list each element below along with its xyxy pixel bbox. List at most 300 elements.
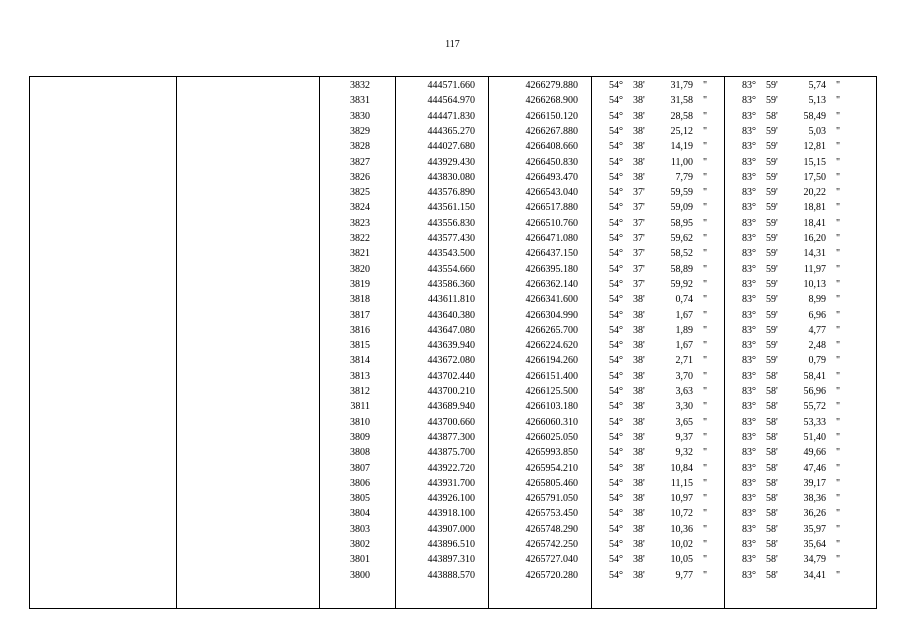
second-symbol: " [835,386,841,397]
longitude-seconds: 12,81 [803,141,826,153]
longitude-degrees: 83 [742,278,752,290]
latitude-minutes: 38 [633,294,643,306]
longitude-degrees: 83 [742,370,752,382]
x-coordinate: 443929.430 [427,156,475,168]
degree-symbol: ° [619,217,623,229]
table-row [30,231,876,246]
latitude-degrees: 54 [609,493,619,505]
longitude-degrees: 83 [742,431,752,443]
degree-symbol: ° [619,294,623,306]
latitude-seconds: 59,62 [670,233,693,244]
longitude-degrees: 83 [742,263,752,275]
minute-symbol: ' [643,554,645,566]
longitude-seconds: 6,96 [808,309,826,321]
y-coordinate: 4265748.290 [525,523,578,535]
second-symbol: " [835,569,841,581]
latitude-seconds: 28,58 [670,110,693,122]
x-coordinate: 443543.500 [427,248,475,260]
second-symbol: " [702,508,708,520]
minute-symbol: ' [776,263,778,275]
longitude-minutes: 59 [766,156,776,168]
y-coordinate: 4266471.080 [525,233,578,244]
degree-symbol: ° [752,263,756,275]
latitude-minutes: 38 [633,493,643,505]
y-coordinate: 4266543.040 [525,187,578,199]
minute-symbol: ' [643,340,645,352]
x-coordinate: 443577.430 [427,233,475,244]
point-number: 3800 [350,569,370,581]
table-row [30,308,876,323]
degree-symbol: ° [619,340,623,352]
longitude-seconds: 5,74 [808,80,826,91]
degree-symbol: ° [752,294,756,306]
degree-symbol: ° [752,416,756,428]
latitude-seconds: 11,15 [670,477,693,489]
second-symbol: " [835,431,841,443]
table-row [30,246,876,261]
minute-symbol: ' [643,125,645,137]
degree-symbol: ° [619,554,623,566]
latitude-seconds: 31,79 [670,80,693,91]
latitude-minutes: 38 [633,171,643,183]
second-symbol: " [835,340,841,352]
degree-symbol: ° [752,401,756,413]
second-symbol: " [835,493,841,505]
table-row [30,506,876,521]
table-row [30,552,876,567]
y-coordinate: 4266265.700 [525,324,578,336]
longitude-seconds: 34,79 [803,554,826,566]
x-coordinate: 443647.080 [427,324,475,336]
minute-symbol: ' [776,217,778,229]
latitude-minutes: 38 [633,309,643,321]
degree-symbol: ° [752,217,756,229]
degree-symbol: ° [752,523,756,535]
longitude-seconds: 38,36 [803,493,826,505]
degree-symbol: ° [752,569,756,581]
longitude-degrees: 83 [742,202,752,214]
degree-symbol: ° [752,431,756,443]
degree-symbol: ° [619,309,623,321]
latitude-degrees: 54 [609,125,619,137]
longitude-minutes: 58 [766,447,776,459]
minute-symbol: ' [776,508,778,520]
latitude-seconds: 3,30 [675,401,693,413]
longitude-seconds: 18,41 [803,217,826,229]
table-row [30,292,876,307]
minute-symbol: ' [776,202,778,214]
degree-symbol: ° [619,401,623,413]
degree-symbol: ° [619,493,623,505]
point-number: 3808 [350,447,370,459]
latitude-degrees: 54 [609,386,619,397]
second-symbol: " [835,539,841,550]
x-coordinate: 443702.440 [427,370,475,382]
minute-symbol: ' [776,324,778,336]
y-coordinate: 4266437.150 [525,248,578,260]
degree-symbol: ° [752,355,756,367]
degree-symbol: ° [619,386,623,397]
x-coordinate: 443554.660 [427,263,475,275]
degree-symbol: ° [619,508,623,520]
second-symbol: " [702,370,708,382]
longitude-minutes: 59 [766,248,776,260]
longitude-minutes: 58 [766,401,776,413]
latitude-minutes: 38 [633,523,643,535]
longitude-seconds: 11,97 [803,263,826,275]
degree-symbol: ° [752,370,756,382]
degree-symbol: ° [752,493,756,505]
latitude-degrees: 54 [609,431,619,443]
longitude-degrees: 83 [742,309,752,321]
latitude-minutes: 38 [633,156,643,168]
x-coordinate: 443926.100 [427,493,475,505]
degree-symbol: ° [619,416,623,428]
longitude-minutes: 59 [766,340,776,352]
y-coordinate: 4266150.120 [525,110,578,122]
x-coordinate: 444571.660 [427,80,475,91]
minute-symbol: ' [776,80,778,91]
degree-symbol: ° [619,447,623,459]
minute-symbol: ' [776,278,778,290]
x-coordinate: 443611.810 [427,294,475,306]
latitude-degrees: 54 [609,294,619,306]
longitude-degrees: 83 [742,523,752,535]
longitude-minutes: 58 [766,370,776,382]
second-symbol: " [702,263,708,275]
longitude-degrees: 83 [742,324,752,336]
second-symbol: " [835,294,841,306]
x-coordinate: 444027.680 [427,141,475,153]
degree-symbol: ° [752,125,756,137]
y-coordinate: 4265954.210 [525,462,578,474]
degree-symbol: ° [619,355,623,367]
longitude-minutes: 58 [766,477,776,489]
x-coordinate: 443931.700 [427,477,475,489]
latitude-seconds: 1,67 [675,340,693,352]
latitude-degrees: 54 [609,340,619,352]
point-number: 3805 [350,493,370,505]
latitude-minutes: 38 [633,554,643,566]
degree-symbol: ° [752,462,756,474]
longitude-minutes: 58 [766,554,776,566]
degree-symbol: ° [752,278,756,290]
point-number: 3821 [350,248,370,260]
x-coordinate: 443877.300 [427,431,475,443]
longitude-minutes: 59 [766,309,776,321]
latitude-minutes: 38 [633,477,643,489]
latitude-degrees: 54 [609,263,619,275]
point-number: 3832 [350,80,370,91]
minute-symbol: ' [776,141,778,153]
minute-symbol: ' [643,217,645,229]
y-coordinate: 4266151.400 [525,370,578,382]
table-row [30,353,876,368]
minute-symbol: ' [776,539,778,550]
longitude-seconds: 2,48 [808,340,826,352]
second-symbol: " [835,110,841,122]
longitude-minutes: 59 [766,294,776,306]
latitude-degrees: 54 [609,278,619,290]
table-row [30,78,876,93]
degree-symbol: ° [619,324,623,336]
x-coordinate: 443700.210 [427,386,475,397]
degree-symbol: ° [619,278,623,290]
second-symbol: " [835,217,841,229]
table-row [30,522,876,537]
degree-symbol: ° [752,309,756,321]
degree-symbol: ° [752,447,756,459]
latitude-seconds: 2,71 [675,355,693,367]
latitude-minutes: 37 [633,263,643,275]
degree-symbol: ° [619,370,623,382]
longitude-minutes: 59 [766,233,776,244]
degree-symbol: ° [752,202,756,214]
second-symbol: " [835,202,841,214]
latitude-minutes: 38 [633,324,643,336]
longitude-seconds: 56,96 [803,386,826,397]
longitude-degrees: 83 [742,554,752,566]
point-number: 3814 [350,355,370,367]
latitude-degrees: 54 [609,523,619,535]
y-coordinate: 4265720.280 [525,569,578,581]
second-symbol: " [835,156,841,168]
longitude-degrees: 83 [742,110,752,122]
point-number: 3827 [350,156,370,168]
minute-symbol: ' [776,156,778,168]
minute-symbol: ' [776,431,778,443]
longitude-degrees: 83 [742,141,752,153]
y-coordinate: 4266493.470 [525,171,578,183]
point-number: 3810 [350,416,370,428]
y-coordinate: 4265805.460 [525,477,578,489]
second-symbol: " [702,294,708,306]
latitude-seconds: 0,74 [675,294,693,306]
latitude-degrees: 54 [609,554,619,566]
y-coordinate: 4265753.450 [525,508,578,520]
longitude-seconds: 49,66 [803,447,826,459]
point-number: 3804 [350,508,370,520]
longitude-minutes: 59 [766,171,776,183]
minute-symbol: ' [776,309,778,321]
second-symbol: " [702,324,708,336]
degree-symbol: ° [619,202,623,214]
x-coordinate: 443561.150 [427,202,475,214]
longitude-degrees: 83 [742,340,752,352]
point-number: 3826 [350,171,370,183]
second-symbol: " [835,233,841,244]
second-symbol: " [835,523,841,535]
degree-symbol: ° [619,171,623,183]
minute-symbol: ' [776,233,778,244]
point-number: 3802 [350,539,370,550]
minute-symbol: ' [776,462,778,474]
longitude-minutes: 58 [766,569,776,581]
y-coordinate: 4266362.140 [525,278,578,290]
latitude-minutes: 38 [633,462,643,474]
latitude-minutes: 38 [633,401,643,413]
y-coordinate: 4266103.180 [525,401,578,413]
x-coordinate: 443576.890 [427,187,475,199]
latitude-seconds: 58,95 [670,217,693,229]
minute-symbol: ' [776,355,778,367]
y-coordinate: 4266279.880 [525,80,578,91]
point-number: 3801 [350,554,370,566]
degree-symbol: ° [619,156,623,168]
point-number: 3822 [350,233,370,244]
longitude-minutes: 59 [766,125,776,137]
minute-symbol: ' [643,416,645,428]
y-coordinate: 4266060.310 [525,416,578,428]
latitude-minutes: 37 [633,217,643,229]
longitude-minutes: 58 [766,416,776,428]
latitude-seconds: 9,37 [675,431,693,443]
latitude-degrees: 54 [609,569,619,581]
minute-symbol: ' [776,401,778,413]
degree-symbol: ° [619,95,623,107]
second-symbol: " [702,416,708,428]
latitude-degrees: 54 [609,447,619,459]
latitude-seconds: 1,67 [675,309,693,321]
second-symbol: " [702,141,708,153]
minute-symbol: ' [776,340,778,352]
point-number: 3815 [350,340,370,352]
table-row [30,338,876,353]
point-number: 3816 [350,324,370,336]
latitude-seconds: 10,84 [670,462,693,474]
minute-symbol: ' [643,278,645,290]
minute-symbol: ' [643,523,645,535]
x-coordinate: 443918.100 [427,508,475,520]
second-symbol: " [702,447,708,459]
minute-symbol: ' [776,294,778,306]
latitude-degrees: 54 [609,248,619,260]
minute-symbol: ' [643,401,645,413]
y-coordinate: 4266125.500 [525,386,578,397]
second-symbol: " [835,171,841,183]
y-coordinate: 4265727.040 [525,554,578,566]
minute-symbol: ' [643,462,645,474]
point-number: 3820 [350,263,370,275]
degree-symbol: ° [619,431,623,443]
second-symbol: " [702,554,708,566]
table-row [30,93,876,108]
longitude-seconds: 16,20 [803,233,826,244]
latitude-seconds: 9,32 [675,447,693,459]
point-number: 3830 [350,110,370,122]
table-row [30,155,876,170]
latitude-degrees: 54 [609,156,619,168]
minute-symbol: ' [643,156,645,168]
degree-symbol: ° [752,508,756,520]
latitude-degrees: 54 [609,309,619,321]
second-symbol: " [835,416,841,428]
table-row [30,369,876,384]
latitude-degrees: 54 [609,95,619,107]
longitude-degrees: 83 [742,416,752,428]
longitude-minutes: 59 [766,141,776,153]
latitude-seconds: 10,36 [670,523,693,535]
second-symbol: " [702,386,708,397]
longitude-seconds: 0,79 [808,355,826,367]
longitude-seconds: 35,64 [803,539,826,550]
table-row [30,124,876,139]
longitude-minutes: 59 [766,324,776,336]
longitude-degrees: 83 [742,248,752,260]
second-symbol: " [702,125,708,137]
latitude-degrees: 54 [609,355,619,367]
longitude-degrees: 83 [742,539,752,550]
longitude-seconds: 34,41 [803,569,826,581]
second-symbol: " [702,309,708,321]
x-coordinate: 443640.380 [427,309,475,321]
second-symbol: " [702,493,708,505]
longitude-degrees: 83 [742,386,752,397]
minute-symbol: ' [643,569,645,581]
point-number: 3811 [350,401,370,413]
longitude-degrees: 83 [742,493,752,505]
longitude-minutes: 59 [766,278,776,290]
second-symbol: " [835,263,841,275]
y-coordinate: 4266341.600 [525,294,578,306]
second-symbol: " [835,125,841,137]
latitude-degrees: 54 [609,462,619,474]
longitude-seconds: 39,17 [803,477,826,489]
second-symbol: " [835,278,841,290]
second-symbol: " [702,477,708,489]
degree-symbol: ° [752,340,756,352]
table-row [30,476,876,491]
latitude-minutes: 37 [633,202,643,214]
y-coordinate: 4266450.830 [525,156,578,168]
latitude-degrees: 54 [609,110,619,122]
longitude-degrees: 83 [742,171,752,183]
table-row [30,139,876,154]
degree-symbol: ° [619,523,623,535]
point-number: 3809 [350,431,370,443]
second-symbol: " [835,355,841,367]
table-row [30,537,876,552]
second-symbol: " [702,355,708,367]
latitude-degrees: 54 [609,217,619,229]
minute-symbol: ' [776,95,778,107]
degree-symbol: ° [619,125,623,137]
latitude-seconds: 11,00 [670,156,693,168]
minute-symbol: ' [643,324,645,336]
latitude-seconds: 59,92 [670,278,693,290]
table-row [30,170,876,185]
longitude-seconds: 55,72 [803,401,826,413]
degree-symbol: ° [752,324,756,336]
longitude-seconds: 5,13 [808,95,826,107]
longitude-seconds: 58,41 [803,370,826,382]
longitude-minutes: 58 [766,508,776,520]
minute-symbol: ' [643,110,645,122]
page-number: 117 [445,39,460,50]
second-symbol: " [835,248,841,260]
longitude-minutes: 58 [766,431,776,443]
latitude-minutes: 38 [633,125,643,137]
minute-symbol: ' [643,355,645,367]
second-symbol: " [835,401,841,413]
longitude-seconds: 47,46 [803,462,826,474]
minute-symbol: ' [776,386,778,397]
minute-symbol: ' [643,508,645,520]
minute-symbol: ' [643,248,645,260]
x-coordinate: 443586.360 [427,278,475,290]
longitude-degrees: 83 [742,477,752,489]
x-coordinate: 443888.570 [427,569,475,581]
